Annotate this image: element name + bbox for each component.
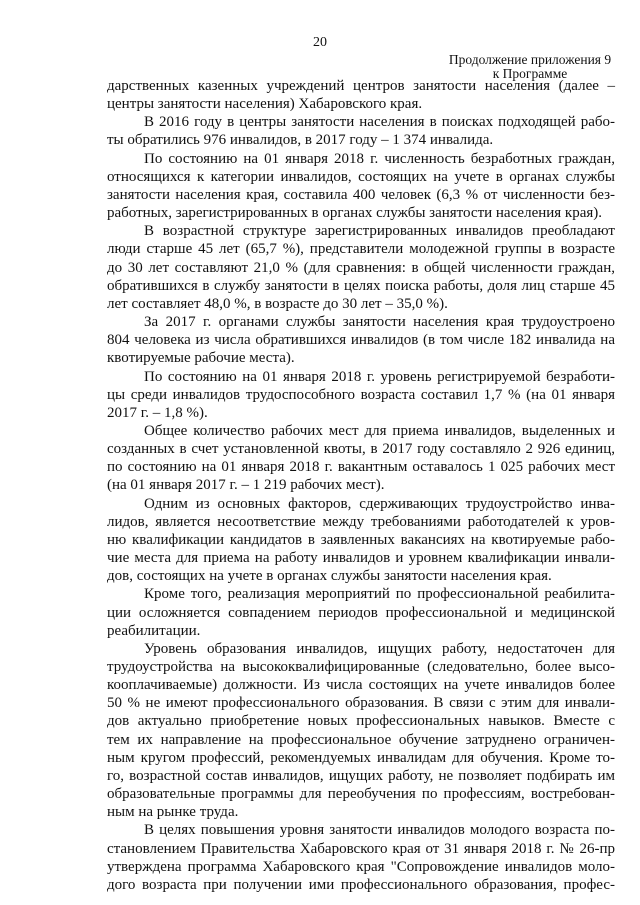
text-line: обратившихся в службу занятости в целях поиска работы, доля лиц старше 45 (107, 277, 615, 294)
text-line: ции осложняется совпадением периодов профессиональной и медицинской (107, 604, 615, 621)
text-line: до 30 лет составляют 21,0 % (для сравнения: в общей численности граждан, (107, 259, 615, 276)
text-line: Кроме того, реализация мероприятий по профессиональной реабилита- (144, 586, 615, 603)
text-line: утверждена программа Хабаровского края "Сопровождение инвалидов моло- (107, 858, 615, 875)
text-line: дарственных казенных учреждений центров занятости населения (далее – (107, 78, 615, 94)
text-line: созданных в счет установленной квоты, в 2017 году составляло 2 926 единиц, (107, 441, 615, 458)
text-line: ты обратились 976 инвалидов, в 2017 году – 1 374 инвалида. (107, 132, 494, 149)
text-line: лет составляет 48,0 %, в возрасте до 30 лет – 35,0 %). (107, 295, 448, 312)
text-line: лидов, является несоответствие между требованиями работодателей к уров- (107, 513, 615, 530)
appendix-line-1: Продолжение приложения 9 (448, 52, 612, 67)
text-line: го, возрастной состав инвалидов, ищущих работу, не позволяет подбирать им (107, 767, 615, 784)
text-line: В возрастной структуре зарегистрированных инвалидов преобладают (144, 223, 615, 240)
text-line: квотируемые рабочие места). (107, 350, 295, 367)
text-line: 50 % не имеют профессионального образования. В связи с этим для инвали- (107, 695, 615, 712)
text-line: образовательные программы для переобучения по профессиям, востребован- (107, 786, 615, 803)
text-line: В 2016 году в центры занятости населения в поисках подходящей рабо- (144, 114, 615, 131)
text-line: реабилитации. (107, 622, 201, 639)
text-line: По состоянию на 01 января 2018 г. численность безработных граждан, (144, 150, 615, 167)
text-line: дов актуально приобретение новых профессиональных навыков. Вместе с (107, 713, 615, 730)
text-line: относящихся к категории инвалидов, состоящих на учете в органах службы (107, 168, 615, 185)
text-line: тем их направление на профессиональное обучение затруднено ограничен- (107, 731, 615, 748)
text-line: трудоустройства на высококвалифицированные (следовательно, более высо- (107, 659, 615, 675)
text-line: центры занятости населения) Хабаровского края. (107, 96, 423, 113)
text-line: становлением Правительства Хабаровского края от 31 января 2018 г. № 26-пр (107, 840, 615, 857)
text-line: В целях повышения уровня занятости инвалидов молодого возраста по- (144, 822, 615, 839)
text-line: Общее количество рабочих мест для приема инвалидов, выделенных и (144, 422, 615, 439)
text-line: Уровень образования инвалидов, ищущих работу, недостаточен для (144, 640, 615, 657)
page-number: 20 (313, 35, 327, 50)
text-line: по состоянию на 01 января 2018 г. вакантным оставалось 1 025 рабочих мест (107, 459, 615, 476)
text-line: цы среди инвалидов трудоспособного возраста составил 1,7 % (на 01 января (107, 386, 615, 403)
text-line: ню квалификации кандидатов в заявленных вакансиях на квотируемые рабо- (107, 531, 615, 548)
text-line: работных, зарегистрированных в органах службы занятости населения края). (107, 205, 603, 222)
text-line: кооплачиваемые) должности. Из числа состоящих на учете инвалидов более (107, 677, 615, 694)
text-line: По состоянию на 01 января 2018 г. уровень регистрируемой безработи- (144, 368, 615, 385)
document-body (107, 77, 615, 894)
text-line: 804 человека из числа обратившихся инвалидов (в том числе 182 инвалида на (107, 332, 615, 349)
text-line: люди старше 45 лет (65,7 %), представители молодежной группы в возрасте (107, 241, 615, 258)
text-line: чие места для приема на работу инвалидов и уровнем квалификации инвали- (107, 550, 615, 567)
appendix-line-2: к Программе (492, 66, 568, 81)
text-line: За 2017 г. органами службы занятости населения края трудоустроено (144, 314, 615, 331)
text-line: Одним из основных факторов, сдерживающих трудоустройство инва- (144, 495, 615, 512)
text-line: дого возраста при получении ими профессионального образования, профес- (107, 876, 615, 893)
text-line: 2017 г. – 1,8 %). (107, 404, 208, 421)
text-line: ным кругом профессий, рекомендуемых инвалидам для обучения. Кроме то- (107, 749, 615, 766)
text-line: дов, состоящих на учете в органах службы занятости населения края. (107, 568, 552, 585)
text-line: (на 01 января 2017 г. – 1 219 рабочих мест). (107, 477, 385, 494)
text-line: ным на рынке труда. (107, 804, 239, 821)
text-line: занятости населения края, составила 400 человек (6,3 % от численности без- (107, 186, 615, 203)
